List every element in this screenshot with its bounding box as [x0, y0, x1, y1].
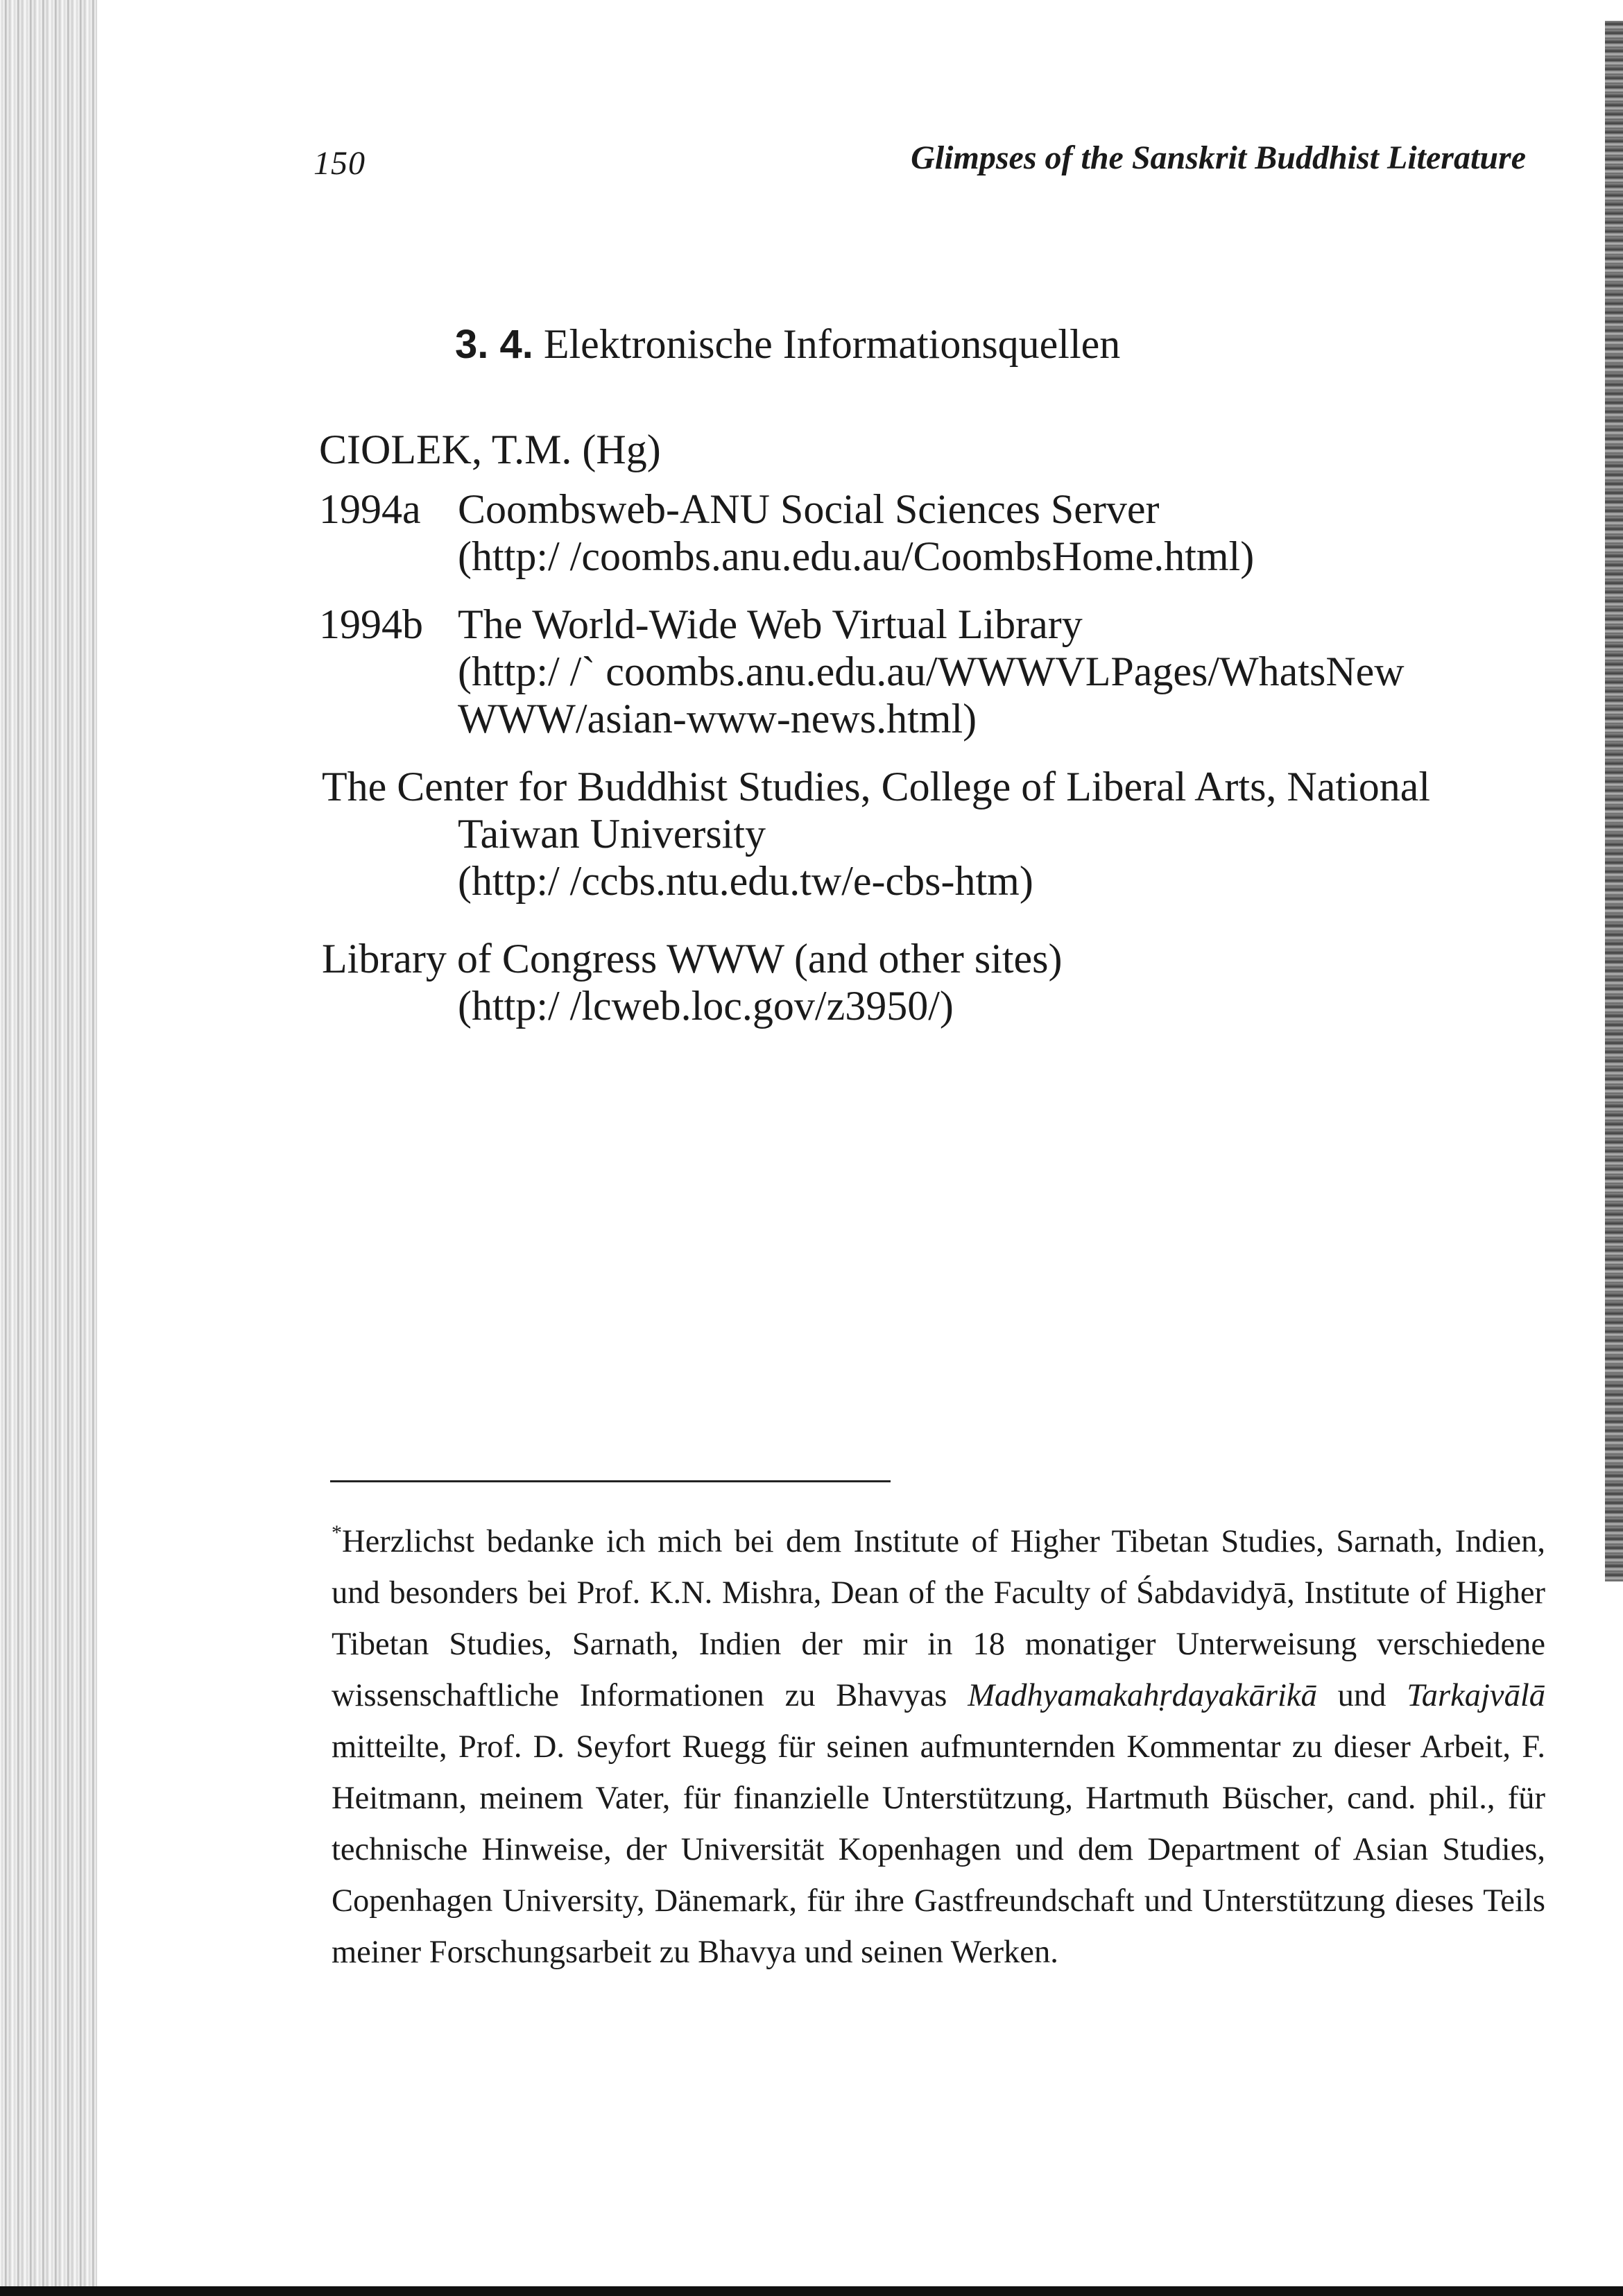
entry-year: 1994b	[319, 601, 423, 647]
page-number: 150	[314, 145, 366, 182]
entry-title: Coombsweb-ANU Social Sciences Server	[458, 486, 1160, 532]
entry-title: The World-Wide Web Virtual Library	[458, 601, 1083, 647]
footnote	[332, 1516, 1545, 1978]
entry-title-continued: Taiwan University	[458, 811, 766, 857]
footnote-text: mitteilte, Prof. D. Seyfort Ruegg für seinen aufmunternden Kommentar zu dieser Arbeit, F. Heitmann, meinem Vater, für finanzielle Unterstützung, Hartmuth Büscher, cand. phil., für technische Hinweise, der Universität Kopenhagen und dem Department of Asian Studies, Copenhagen University, Dänemark, für ihre Gastfreundschaft und Unterstützung dieses Teils meiner Forschungsarbeit zu Bhavya und seinen Werken.	[332, 1729, 1545, 1970]
entry-url-continued: WWW/asian-www-news.html)	[458, 696, 977, 742]
footnote-title-italic: Tarkajvālā	[1407, 1678, 1545, 1713]
entry-url: (http:/ /coombs.anu.edu.au/CoombsHome.html)	[458, 533, 1255, 579]
bibliography-entry	[322, 763, 1430, 905]
footnote-rule	[330, 1480, 891, 1482]
footnote-text: und	[1316, 1678, 1407, 1713]
scan-bottom-border	[0, 2286, 1623, 2296]
entry-year: 1994a	[319, 486, 421, 532]
entry-url: (http:/ /` coombs.anu.edu.au/WWWVLPages/WhatsNew	[458, 649, 1405, 694]
entry-url: (http:/ /lcweb.loc.gov/z3950/)	[458, 983, 954, 1029]
section-heading	[455, 320, 1120, 368]
footnote-title-italic: Madhyamakahṛdayakārikā	[968, 1678, 1317, 1713]
page-edge-shadow	[1605, 21, 1623, 1582]
footnote-text: Herzlichst bedanke ich mich bei dem Institute of Higher Tibetan Studies, Sarnath, Indien, und besonders bei Prof. K.N. Mishra, Dean of the Faculty of Śabdavidyā, Institute of Higher Tibetan Studies, Sarnath, Indien der mir in 18 monatiger Unterweisung verschiedene wissenschaftliche Informationen zu Bhavyas	[332, 1524, 1545, 1713]
section-number: 3. 4.	[455, 322, 533, 367]
footnote-marker: *	[332, 1521, 342, 1544]
entry-title: Library of Congress WWW (and other sites)	[322, 936, 1063, 982]
book-binding-shadow	[0, 0, 97, 2296]
entry-title: The Center for Buddhist Studies, College of Liberal Arts, National	[322, 764, 1431, 809]
bibliography-entry	[322, 935, 1063, 1029]
running-head: Glimpses of the Sanskrit Buddhist Literature	[911, 139, 1526, 176]
entry-body	[458, 486, 1254, 580]
author-line: CIOLEK, T.M. (Hg)	[319, 427, 661, 472]
entry-body	[458, 601, 1405, 742]
section-title: Elektronische Informationsquellen	[543, 321, 1121, 367]
entry-url: (http:/ /ccbs.ntu.edu.tw/e-cbs-htm)	[458, 858, 1033, 904]
